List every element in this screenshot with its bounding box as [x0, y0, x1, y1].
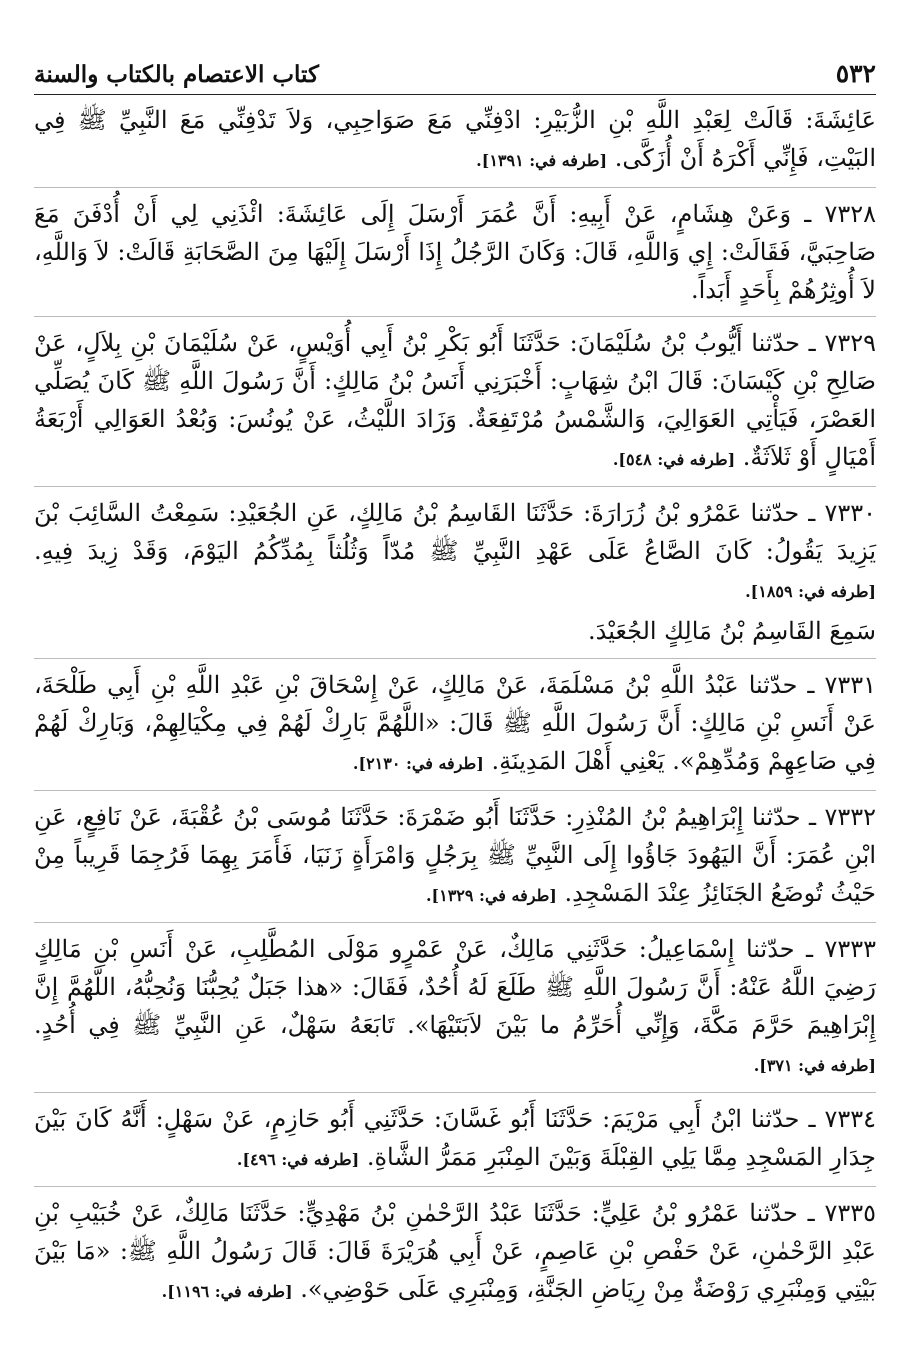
hadith-text: ٧٣٢٩ ـ حدّثنا أَيُّوبُ بْنُ سُلَيْمَانَ: حَدَّثَنَا أَبُو بَكْرِ بْنُ أَبِي أُوَيْسٍ، عَنْ سُلَيْمَانَ بْنِ بِلاَلٍ، عَنْ صَالِحِ بْنِ كَيْسَانَ: قَالَ ابْنُ شِهَابٍ: أَخْبَرَنِي أَنَسُ بْنُ مَالِكٍ: أَنَّ رَسُولَ اللَّهِ ﷺ كَانَ يُصَلِّي العَصْرَ، فَيَأْتِي العَوَالِيَ، وَالشَّمْسُ مُرْتَفِعَةٌ. وَزَادَ اللَّيْثُ، عَنْ يُونُسَ: وَبُعْدُ العَوَالِي أَرْبَعَةُ أَمْيَالٍ أَوْ ثَلاَثَةٌ.	[34, 329, 877, 471]
separator	[34, 316, 876, 317]
cross-reference: [طرفه في: ٢١٣٠].	[352, 754, 484, 773]
hadith-text: ٧٣٣١ ـ حدّثنا عَبْدُ اللَّهِ بْنُ مَسْلَمَةَ، عَنْ مَالِكٍ، عَنْ إِسْحَاقَ بْنِ عَبْدِ اللَّهِ بْنِ أَبِي طَلْحَةَ، عَنْ أَنَسِ بْنِ مَالِكٍ: أَنَّ رَسُولَ اللَّهِ ﷺ قَالَ: «اللَّهُمَّ بَارِكْ لَهُمْ فِي مِكْيَالِهِمْ، وَبَارِكْ لَهُمْ فِي صَاعِهِمْ وَمُدِّهِمْ». يَعْنِي أَهْلَ المَدِينَةِ.	[34, 671, 876, 775]
cross-reference: [طرفه في: ١٨٥٩].	[745, 582, 876, 601]
header-rule	[34, 94, 876, 95]
book-title: كتاب الاعتصام بالكتاب والسنة	[34, 61, 319, 88]
separator	[34, 486, 876, 487]
hadith-paragraph	[34, 798, 876, 915]
hadith-text: ٧٣٣٤ ـ حدّثنا ابْنُ أَبِي مَرْيَمَ: حَدَّثَنَا أَبُو غَسَّانَ: حَدَّثَنِي أَبُو حَازِمٍ، عَنْ سَهْلٍ: أَنَّهُ كَانَ بَيْنَ جِدَارِ المَسْجِدِ مِمَّا يَلِي القِبْلَةَ وَبَيْنَ المِنْبَرِ مَمَرُّ الشَّاةِ.	[34, 1105, 876, 1171]
hadith-paragraph	[34, 930, 876, 1085]
separator	[34, 790, 876, 791]
separator	[34, 1092, 876, 1093]
hadith-paragraph	[34, 324, 876, 479]
hadith-paragraph	[34, 494, 876, 611]
cross-reference: [طرفه في: ١٣٩١].	[476, 151, 608, 170]
cross-reference: [طرفه في: ٤٩٦].	[236, 1150, 360, 1169]
cross-reference: [طرفه في: ٣٧١].	[753, 1056, 876, 1075]
cross-reference: [طرفه في: ١٣٢٩].	[425, 886, 557, 905]
hadith-text: ٧٣٣٣ ـ حدّثنا إِسْمَاعِيلُ: حَدَّثَنِي مَالِكٌ، عَنْ عَمْرٍو مَوْلَى المُطَّلِبِ، عَنْ أَنَسِ بْنِ مَالِكٍ رَضِيَ اللَّهُ عَنْهُ: أَنَّ رَسُولَ اللَّهِ ﷺ طَلَعَ لَهُ أُحُدٌ، فَقَالَ: «هذا جَبَلٌ يُحِبُّنَا وَنُحِبُّهُ، اللَّهُمَّ إِنَّ إِبْرَاهِيمَ حَرَّمَ مَكَّةَ، وَإِنِّي أُحَرِّمُ ما بَيْنَ لاَبَتَيْهَا». تَابَعَهُ سَهْلٌ، عَنِ النَّبِيِّ ﷺ فِي أُحُدٍ.	[34, 935, 876, 1039]
hadith-paragraph	[34, 101, 876, 180]
hadith-text: ٧٣٣٥ ـ حدّثنا عَمْرُو بْنُ عَلِيٍّ: حَدَّثَنَا عَبْدُ الرَّحْمٰنِ بْنُ مَهْدِيٍّ: حَدَّثَنَا مَالِكٌ، عَنْ خُبَيْبِ بْنِ عَبْدِ الرَّحْمٰنِ، عَنْ حَفْصِ بْنِ عَاصِمٍ، عَنْ أَبِي هُرَيْرَةَ قَالَ: قَالَ رَسُولُ اللَّهِ ﷺ: «مَا بَيْنَ بَيْتِي وَمِنْبَرِي رَوْضَةٌ مِنْ رِيَاضِ الجَنَّةِ، وَمِنْبَرِي عَلَى حَوْضِي».	[34, 1199, 876, 1303]
page-number: ٥٣٢	[835, 59, 876, 88]
narrator-note: سَمِعَ القَاسِمُ بْنُ مَالِكٍ الجُعَيْدَ.	[588, 617, 876, 645]
separator	[34, 658, 876, 659]
cross-reference: [طرفه في: ١١٩٦].	[161, 1282, 293, 1301]
hadith-text: ٧٣٣٢ ـ حدّثنا إِبْرَاهِيمُ بْنُ المُنْذِرِ: حَدَّثَنَا أَبُو ضَمْرَةَ: حَدَّثَنَا مُوسَى بْنُ عُقْبَةَ، عَنْ نَافِعٍ، عَنِ ابْنِ عُمَرَ: أَنَّ اليَهُودَ جَاؤُوا إِلَى النَّبِيِّ ﷺ بِرَجُلٍ وَامْرَأَةٍ زَنَيَا، فَأَمَرَ بِهِمَا فَرُجِمَا قَرِيباً مِنْ حَيْثُ تُوضَعُ الجَنَائِزُ عِنْدَ المَسْجِدِ.	[34, 803, 877, 907]
page-header	[34, 40, 876, 88]
hadith-paragraph	[34, 1100, 876, 1179]
separator	[34, 1186, 876, 1187]
separator	[34, 922, 876, 923]
page-body	[34, 101, 876, 1311]
hadith-text: عَائِشَةَ: قَالَتْ لِعَبْدِ اللَّهِ بْنِ الزُّبَيْرِ: ادْفِنِّي مَعَ صَوَاحِبِي، وَلاَ تَدْفِنِّي مَعَ النَّبِيِّ ﷺ فِي البَيْتِ، فَإِنِّي أَكْرَهُ أَنْ أُزَكَّى.	[34, 106, 876, 172]
hadith-paragraph	[34, 1194, 876, 1311]
hadith-text: ٧٣٢٨ ـ وَعَنْ هِشَامٍ، عَنْ أَبِيهِ: أَنَّ عُمَرَ أَرْسَلَ إِلَى عَائِشَةَ: ائْذَنِي لِي أَنْ أُدْفَنَ مَعَ صَاحِبَيَّ، فَقَالَتْ: إِي وَاللَّهِ، قَالَ: وَكَانَ الرَّجُلُ إِذَا أَرْسَلَ إِلَيْهَا مِنَ الصَّحَابَةِ قَالَتْ: لاَ وَاللَّهِ، لاَ أُوثِرُهُمْ بِأَحَدٍ أَبَداً.	[34, 200, 876, 304]
hadith-paragraph	[34, 195, 876, 309]
separator	[34, 187, 876, 188]
cross-reference: [طرفه في: ٥٤٨].	[612, 450, 736, 469]
hadith-text: ٧٣٣٠ ـ حدّثنا عَمْرُو بْنُ زُرَارَةَ: حَدَّثَنَا القَاسِمُ بْنُ مَالِكٍ، عَنِ الجُعَيْدِ: سَمِعْتُ السَّائِبَ بْنَ يَزِيدَ يَقُولُ: كَانَ الصَّاعُ عَلَى عَهْدِ النَّبِيِّ ﷺ مُدّاً وَثُلُثاً بِمُدِّكُمُ اليَوْمَ، وَقَدْ زِيدَ فِيهِ.	[34, 499, 876, 565]
hadith-paragraph	[34, 666, 876, 783]
